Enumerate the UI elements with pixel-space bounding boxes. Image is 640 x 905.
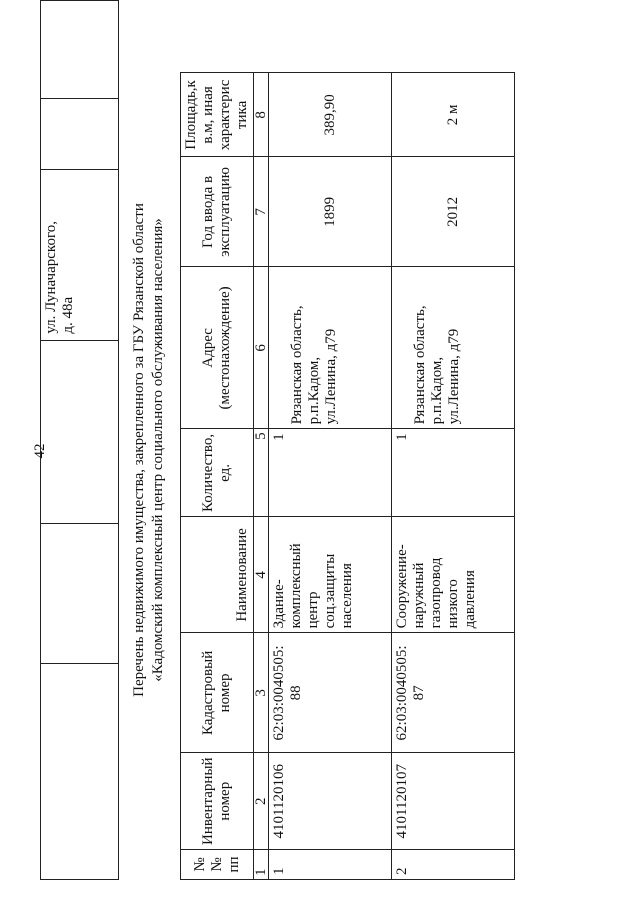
property-table	[180, 72, 515, 880]
table-row: 2 4101120107 62:03:0040505: 87 Сооружение- наружный газопровод низкого давления 1 Рязанская область, р.п.Кадом, ул.Ленина, д79 2012 2 м	[392, 73, 515, 880]
column-number-row: 1 2 3 4 5 6 7 8	[254, 73, 269, 880]
address-cell: ул. Луначарского, д. 48а	[41, 170, 119, 341]
page-number: 42	[32, 443, 48, 459]
header-inventory: Инвентарный номер	[181, 753, 254, 850]
header-address: Адрес (местонахождение)	[181, 267, 254, 429]
heading-line-1: Перечень недвижимого имущества, закрепленного за ГБУ Рязанской области	[131, 203, 147, 697]
heading-line-2: «Кадомский комплексный центр социального обслуживания населения»	[150, 218, 166, 682]
header-num: № № пп	[181, 850, 254, 880]
header-area: Площадь,к в.м, иная характерис тика	[181, 73, 254, 157]
header-row	[181, 73, 254, 880]
header-year: Год ввода в эксплуатацию	[181, 157, 254, 267]
table-row: 1 4101120106 62:03:0040505: 88 Здание- комплексный центр соц.защиты населения 1 Рязанская область, р.п.Кадом, ул.Ленина, д79 1899 389,90	[269, 73, 392, 880]
header-name: Наименование	[181, 517, 254, 633]
header-cadastral: Кадастровый номер	[181, 633, 254, 753]
continuation-table-fragment	[40, 0, 119, 880]
header-qty: Количество, ед.	[181, 429, 254, 517]
document-heading	[130, 20, 168, 880]
